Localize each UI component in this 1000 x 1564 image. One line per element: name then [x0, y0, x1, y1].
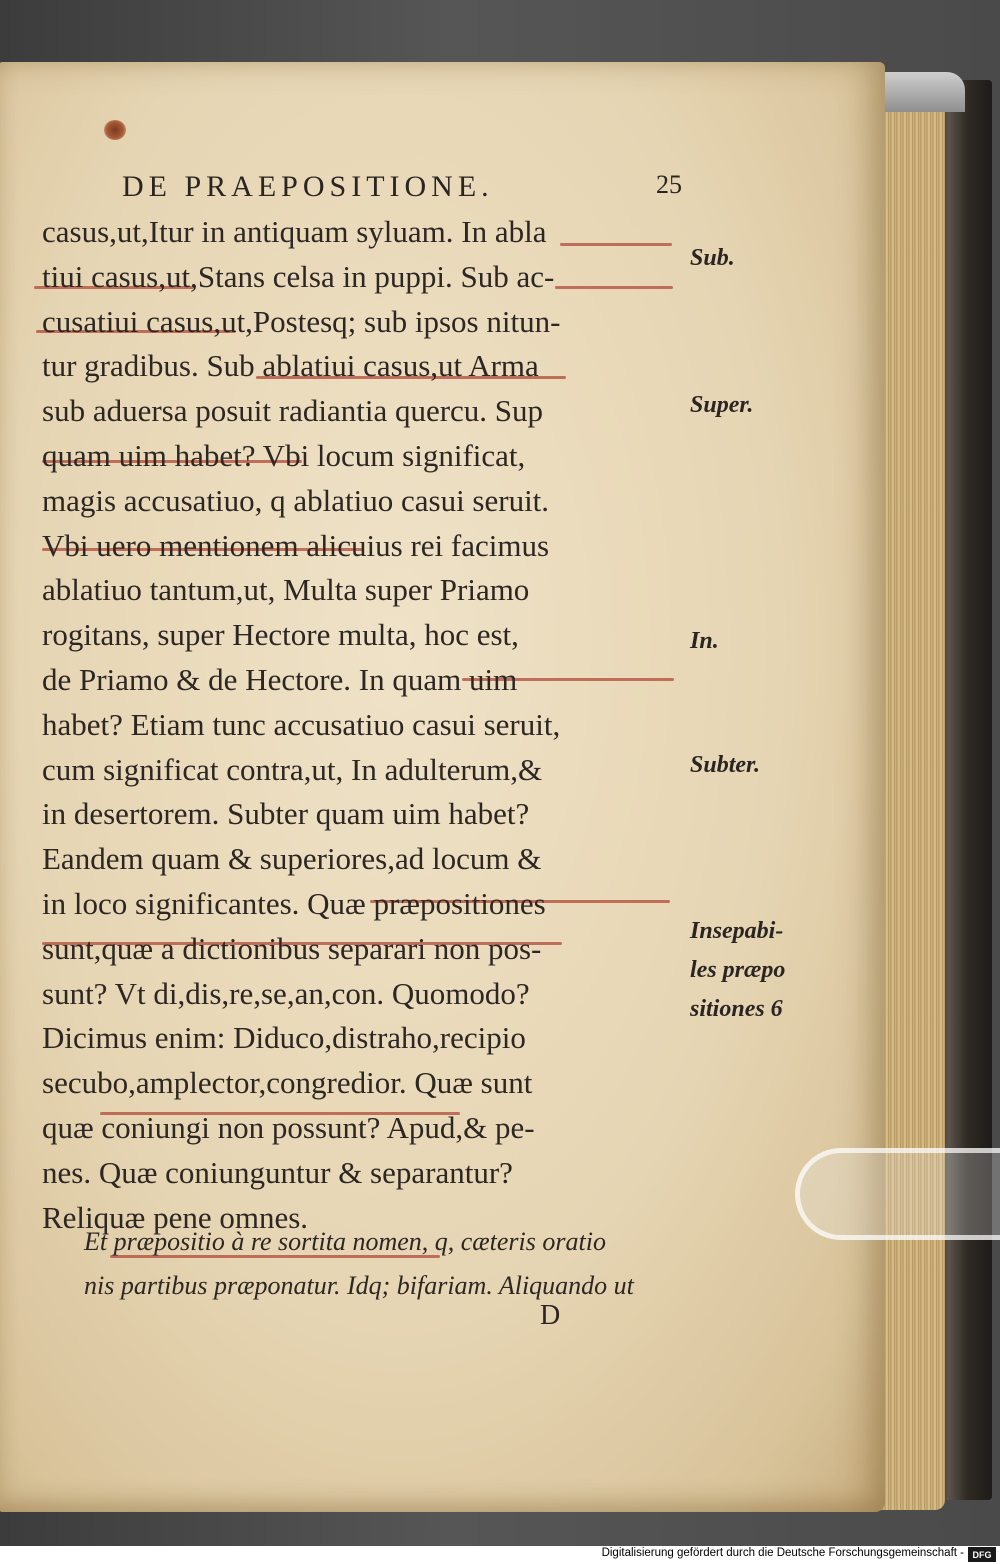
- note-line: nis partibus præponatur. Idq; bifariam. Aliquando ut: [84, 1271, 634, 1300]
- text-line: Reliquæ pene omnes.: [42, 1199, 309, 1235]
- text-line: sunt,quæ a dictionibus separari non pos-: [42, 930, 542, 966]
- text-line: tur gradibus. Sub ablatiui casus,ut Arma: [42, 348, 539, 384]
- page-clip: [795, 1148, 1000, 1240]
- text-line: quæ coniungi non possunt? Apud,& pe-: [42, 1109, 535, 1145]
- text-line: sunt? Vt di,dis,re,se,an,con. Quomodo?: [42, 975, 530, 1011]
- text-line: casus,ut,Itur in antiquam syluam. In abla: [42, 214, 547, 249]
- running-head: [122, 170, 682, 214]
- text-line: rogitans, super Hectore multa, hoc est,: [42, 617, 519, 653]
- margin-note-subter: Subter.: [690, 752, 761, 778]
- text-line: cusatiui casus,ut,Postesq; sub ipsos nitun-: [42, 303, 561, 339]
- main-text-block: [42, 210, 682, 1240]
- margin-note-line: les præpo: [690, 957, 786, 983]
- book-cover-corner: [880, 72, 965, 112]
- text-line: Eandem quam & superiores,ad locum &: [42, 841, 542, 877]
- text-line: quam uim habet? Vbi locum significat,: [42, 437, 526, 473]
- text-line: nes. Quæ coniunguntur & separantur?: [42, 1154, 513, 1190]
- dfg-logo-icon: DFG: [968, 1547, 996, 1562]
- text-line: Vbi uero mentionem alicuius rei facimus: [42, 527, 550, 563]
- margin-note-in: In.: [690, 628, 719, 654]
- text-line: habet? Etiam tunc accusatiuo casui seruit,: [42, 706, 561, 742]
- text-line: magis accusatiuo, q ablatiuo casui seruit.: [42, 482, 550, 518]
- text-line: in loco significantes. Quæ præpositiones: [42, 885, 546, 921]
- text-line: de Priamo & de Hectore. In quam uim: [42, 661, 518, 697]
- margin-note-super: Super.: [690, 392, 754, 418]
- text-line: tiui casus,ut,Stans celsa in puppi. Sub ac-: [42, 258, 555, 294]
- margin-note-inseparabiles: [690, 918, 785, 1035]
- text-line: secubo,amplector,congredior. Quæ sunt: [42, 1065, 533, 1101]
- margin-note-line: sitiones 6: [690, 996, 783, 1022]
- page-number: 25: [656, 170, 682, 199]
- signature-mark: D: [540, 1300, 561, 1331]
- text-line: cum significat contra,ut, In adulterum,&: [42, 751, 543, 787]
- margin-note-line: Insepabi-: [690, 918, 784, 944]
- ink-stain: [104, 120, 126, 140]
- footer-credit: Digitalisierung gefördert durch die Deutsche Forschungsgemeinschaft -: [601, 1547, 964, 1559]
- text-line: Dicimus enim: Diduco,distraho,recipio: [42, 1020, 526, 1056]
- running-title: DE PRAEPOSITIONE.: [122, 170, 494, 203]
- text-line: sub aduersa posuit radiantia quercu. Sup: [42, 393, 544, 429]
- note-line: Et præpositio à re sortita nomen, q, cæteris oratio: [84, 1227, 606, 1256]
- text-line: in desertorem. Subter quam uim habet?: [42, 796, 530, 832]
- margin-note-sub: Sub.: [690, 245, 735, 271]
- text-line: ablatiuo tantum,ut, Multa super Priamo: [42, 572, 530, 608]
- commentary-note: [84, 1220, 684, 1308]
